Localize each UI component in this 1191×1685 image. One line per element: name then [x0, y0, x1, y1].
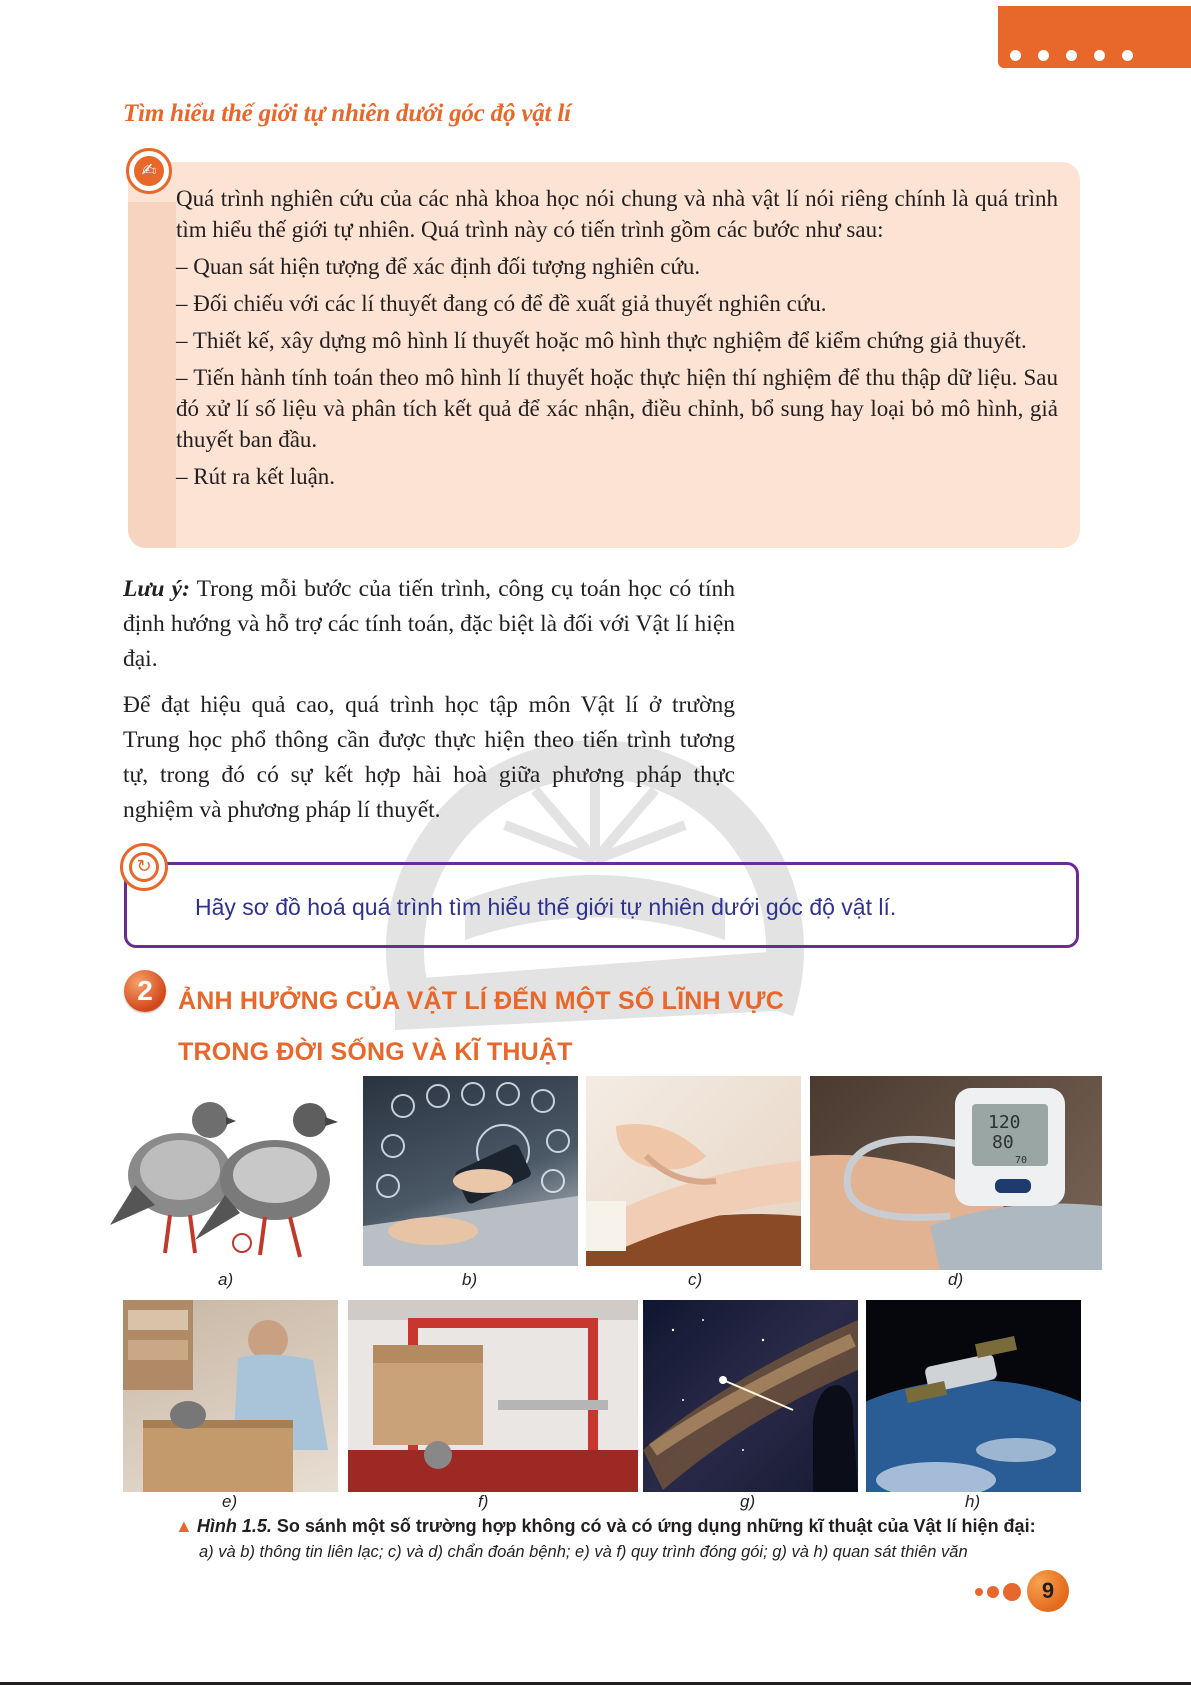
- dot: [1010, 50, 1021, 61]
- section2-title: [178, 976, 784, 1078]
- section2-title-line2: TRONG ĐỜI SỐNG VÀ KĨ THUẬT: [178, 1038, 573, 1066]
- figure-caption: [175, 1516, 1075, 1562]
- info-step: – Đối chiếu với các lí thuyết đang có để đề xuất giả thuyết nghiên cứu.: [176, 291, 827, 316]
- photo-c-pulse: [586, 1076, 801, 1266]
- corner-dots: [1010, 50, 1133, 61]
- triangle-icon: ▲: [175, 1516, 193, 1536]
- dot: [987, 1586, 999, 1598]
- page-number: 9: [1027, 1570, 1069, 1612]
- section2-title-line1: ẢNH HƯỞNG CỦA VẬT LÍ ĐẾN MỘT SỐ LĨNH VỰC: [178, 987, 784, 1015]
- photo-e-manual-packing: [123, 1300, 338, 1492]
- bp-display-mid: 80: [992, 1132, 1014, 1153]
- note-block: [123, 572, 735, 839]
- page-corner-tab: [998, 6, 1191, 68]
- note-text: Trong mỗi bước của tiến trình, công cụ toán học có tính định hướng và hỗ trợ các tính toán, đặc biệt là đối với Vật lí hiện đại.: [123, 576, 735, 672]
- caption-g: g): [740, 1492, 756, 1511]
- caption-e: e): [222, 1492, 238, 1511]
- caption-f: f): [478, 1492, 489, 1511]
- bp-display-bot: 70: [1015, 1155, 1028, 1166]
- info-box-strip: [128, 202, 176, 548]
- activity-text: Hãy sơ đồ hoá quá trình tìm hiểu thế giới tự nhiên dưới góc độ vật lí.: [195, 894, 897, 920]
- photo-b-smartphone: [363, 1076, 578, 1266]
- info-intro: Quá trình nghiên cứu của các nhà khoa học nói chung và nhà vật lí nói riêng chính là quá trình tìm hiểu thế giới tự nhiên. Quá trình này có tiến trình gồm các bước như sau:: [176, 186, 1058, 242]
- info-step: – Thiết kế, xây dựng mô hình lí thuyết hoặc mô hình thực nghiệm để kiểm chứng giả thuyết.: [176, 328, 1027, 353]
- caption-d: d): [948, 1270, 964, 1289]
- figure-title: So sánh một số trường hợp không có và có ứng dụng những kĩ thuật của Vật lí hiện đại:: [271, 1516, 1036, 1536]
- photo-f-packing-machine: [348, 1300, 638, 1492]
- pen-hand-icon: ✍: [126, 148, 172, 194]
- note-paragraph: [123, 572, 735, 677]
- page-number-badge: [975, 1568, 1080, 1616]
- dot: [1003, 1583, 1021, 1601]
- caption-c: c): [688, 1270, 703, 1289]
- note-label: Lưu ý:: [123, 576, 190, 602]
- dot: [1066, 50, 1077, 61]
- dot: [1038, 50, 1049, 61]
- photo-g-night-sky: [643, 1300, 858, 1492]
- dot: [975, 1588, 983, 1596]
- info-box-text: [176, 183, 1058, 498]
- section-heading: Tìm hiểu thế giới tự nhiên dưới góc độ vật lí: [123, 100, 571, 127]
- note-paragraph-2: Để đạt hiệu quả cao, quá trình học tập môn Vật lí ở trường Trung học phổ thông cần được thực hiện theo tiến trình tương tự, trong đó có sự kết hợp hài hoà giữa phương pháp thực nghiệm và phương pháp lí thuyết.: [123, 692, 735, 823]
- bp-display-top: 120: [988, 1112, 1021, 1133]
- info-step: – Quan sát hiện tượng để xác định đối tượng nghiên cứu.: [176, 254, 701, 279]
- caption-b: b): [462, 1270, 478, 1289]
- dot: [1094, 50, 1105, 61]
- figure-id: Hình 1.5.: [196, 1516, 272, 1536]
- caption-h: h): [965, 1492, 981, 1511]
- photo-d-blood-pressure: [810, 1076, 1102, 1270]
- section-number-badge: 2: [124, 970, 166, 1012]
- info-step: – Tiến hành tính toán theo mô hình lí thuyết hoặc thực hiện thí nghiệm để thu thập dữ liệu. Sau đó xử lí số liệu và phân tích kết quả để xác nhận, điều chỉnh, bổ sung hay loại bỏ mô hình, giả thuyết ban đầu.: [176, 365, 1058, 452]
- photo-h-space-telescope: [866, 1300, 1081, 1492]
- info-step: – Rút ra kết luận.: [176, 464, 336, 489]
- cycle-arrows-icon: ↻: [120, 843, 168, 891]
- dot: [1122, 50, 1133, 61]
- figure-caption-title: [175, 1516, 1075, 1537]
- caption-a: a): [218, 1270, 234, 1289]
- photo-a-pigeons: [110, 1075, 345, 1265]
- figure-caption-detail: a) và b) thông tin liên lạc; c) và d) chẩn đoán bệnh; e) và f) quy trình đóng gói; g) và h) quan sát thiên văn: [199, 1543, 968, 1561]
